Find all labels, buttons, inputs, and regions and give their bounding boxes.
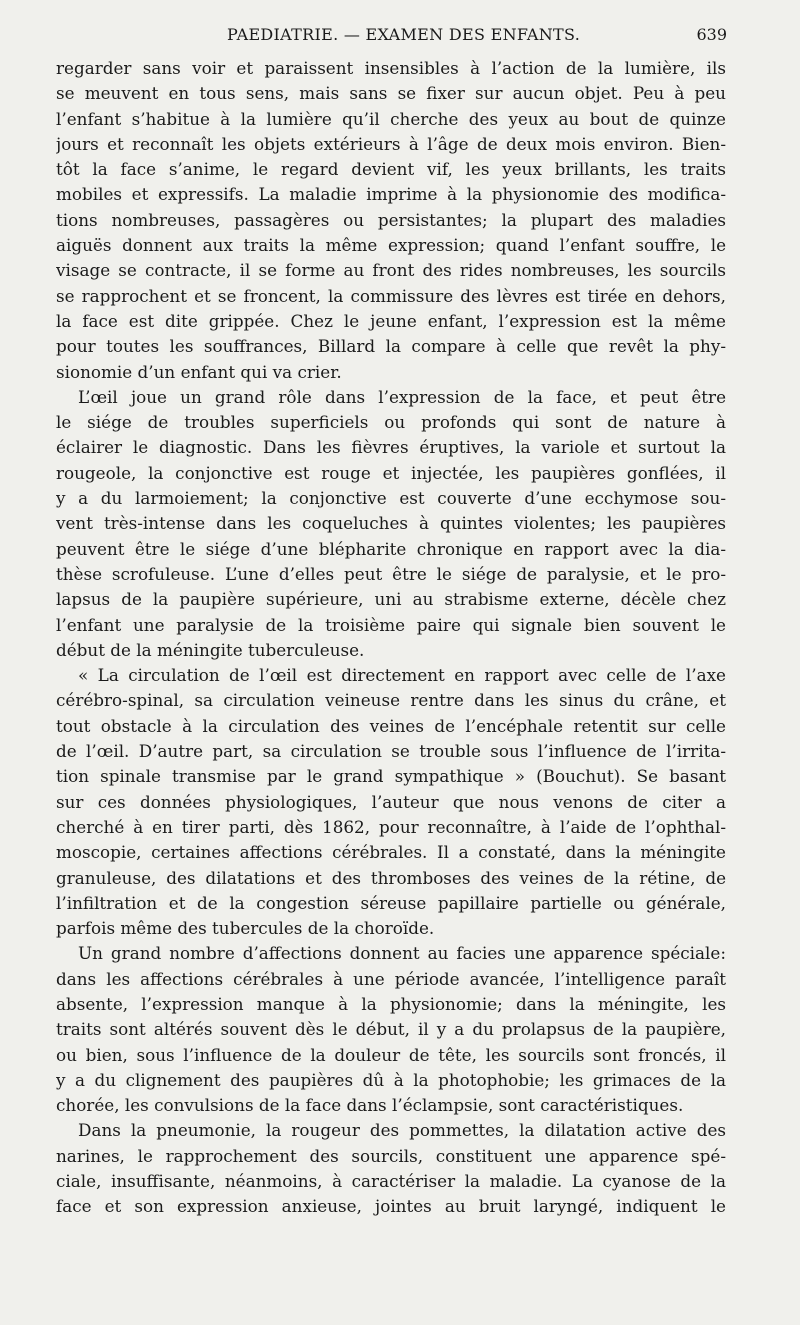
paragraph-start-line: L’œil joue un grand rôle dans l’expression de la face, et peut être <box>78 386 726 407</box>
text-line: thèse scrofuleuse. L’une d’elles peut être le siége de paralysie, et le pro- <box>56 563 726 584</box>
page-number: 639 <box>696 25 727 44</box>
text-line: éclairer le diagnostic. Dans les fièvres éruptives, la variole et surtout la <box>56 437 726 458</box>
text-line: jours et reconnaît les objets extérieurs à l’âge de deux mois environ. Bien- <box>56 133 726 154</box>
paragraph-start-line: Dans la pneumonie, la rougeur des pommettes, la dilatation active des <box>78 1120 726 1141</box>
text-line: visage se contracte, il se forme au front des rides nombreuses, les sourcils <box>56 260 726 281</box>
text-line: face et son expression anxieuse, jointes au bruit laryngé, indiquent le <box>56 1196 726 1217</box>
text-line: se meuvent en tous sens, mais sans se fixer sur aucun objet. Peu à peu <box>56 83 726 104</box>
text-line: y a du clignement des paupières dû à la photophobie; les grimaces de la <box>56 1069 726 1090</box>
text-line: tion spinale transmise par le grand sympathique » (Bouchut). Se basant <box>56 766 726 787</box>
text-line: de l’œil. D’autre part, sa circulation se trouble sous l’influence de l’irrita- <box>56 741 726 762</box>
body-text <box>56 56 726 1220</box>
text-line: parfois même des tubercules de la choroïde. <box>56 918 435 939</box>
text-line: se rapprochent et se froncent, la commissure des lèvres est tirée en dehors, <box>56 285 726 306</box>
text-line: peuvent être le siége d’une blépharite chronique en rapport avec la dia- <box>56 538 726 559</box>
text-line: l’enfant s’habitue à la lumière qu’il cherche des yeux au bout de quinze <box>56 108 726 129</box>
text-line: mobiles et expressifs. La maladie imprime à la physionomie des modifica- <box>56 184 726 205</box>
text-line: traits sont altérés souvent dès le début, il y a du prolapsus de la paupière, <box>56 1019 726 1040</box>
text-line: tôt la face s’anime, le regard devient vif, les yeux brillants, les traits <box>56 159 726 180</box>
text-line: pour toutes les souffrances, Billard la compare à celle que revêt la phy- <box>56 336 726 357</box>
text-line: rougeole, la conjonctive est rouge et injectée, les paupières gonflées, il <box>56 462 726 483</box>
text-line: début de la méningite tuberculeuse. <box>56 639 365 660</box>
text-line: dans les affections cérébrales à une période avancée, l’intelligence paraît <box>56 968 726 989</box>
text-line: tout obstacle à la circulation des veines de l’encéphale retentit sur celle <box>56 715 726 736</box>
paragraph-start-line: Un grand nombre d’affections donnent au facies une apparence spéciale: <box>78 943 726 964</box>
text-line: lapsus de la paupière supérieure, uni au strabisme externe, décèle chez <box>56 589 726 610</box>
text-line: cérébro-spinal, sa circulation veineuse rentre dans les sinus du crâne, et <box>56 690 726 711</box>
paragraph-start-line: « La circulation de l’œil est directement en rapport avec celle de l’axe <box>78 665 726 686</box>
text-line: regarder sans voir et paraissent insensibles à l’action de la lumière, ils <box>56 58 726 78</box>
text-line: sionomie d’un enfant qui va crier. <box>56 361 342 382</box>
running-title: PAEDIATRIE. — EXAMEN DES ENFANTS. <box>227 25 581 44</box>
text-line: chorée, les convulsions de la face dans l’éclampsie, sont caractéristiques. <box>56 1095 684 1116</box>
text-line: ou bien, sous l’influence de la douleur de tête, les sourcils sont froncés, il <box>56 1044 726 1065</box>
text-line: ciale, insuffisante, néanmoins, à caractériser la maladie. La cyanose de la <box>56 1171 726 1192</box>
text-line: narines, le rapprochement des sourcils, constituent une apparence spé- <box>56 1145 726 1166</box>
text-line: granuleuse, des dilatations et des thromboses des veines de la rétine, de <box>56 867 726 888</box>
text-line: tions nombreuses, passagères ou persistantes; la plupart des maladies <box>56 209 726 230</box>
text-line: l’enfant une paralysie de la troisième paire qui signale bien souvent le <box>56 614 726 635</box>
text-line: cherché à en tirer parti, dès 1862, pour reconnaître, à l’aide de l’ophthal- <box>56 816 726 837</box>
text-line: le siége de troubles superficiels ou profonds qui sont de nature à <box>56 412 726 433</box>
text-line: aiguës donnent aux traits la même expression; quand l’enfant souffre, le <box>56 235 726 256</box>
text-line: y a du larmoiement; la conjonctive est couverte d’une ecchymose sou- <box>56 488 726 509</box>
text-line: absente, l’expression manque à la physionomie; dans la méningite, les <box>56 993 726 1014</box>
text-line: moscopie, certaines affections cérébrales. Il a constaté, dans la méningite <box>56 842 726 863</box>
text-line: vent très-intense dans les coqueluches à quintes violentes; les paupières <box>56 513 726 534</box>
text-line: la face est dite grippée. Chez le jeune enfant, l’expression est la même <box>56 310 726 331</box>
text-line: sur ces données physiologiques, l’auteur que nous venons de citer a <box>56 791 726 812</box>
text-line: l’infiltration et de la congestion séreuse papillaire partielle ou générale, <box>56 892 726 913</box>
running-header <box>57 22 727 48</box>
